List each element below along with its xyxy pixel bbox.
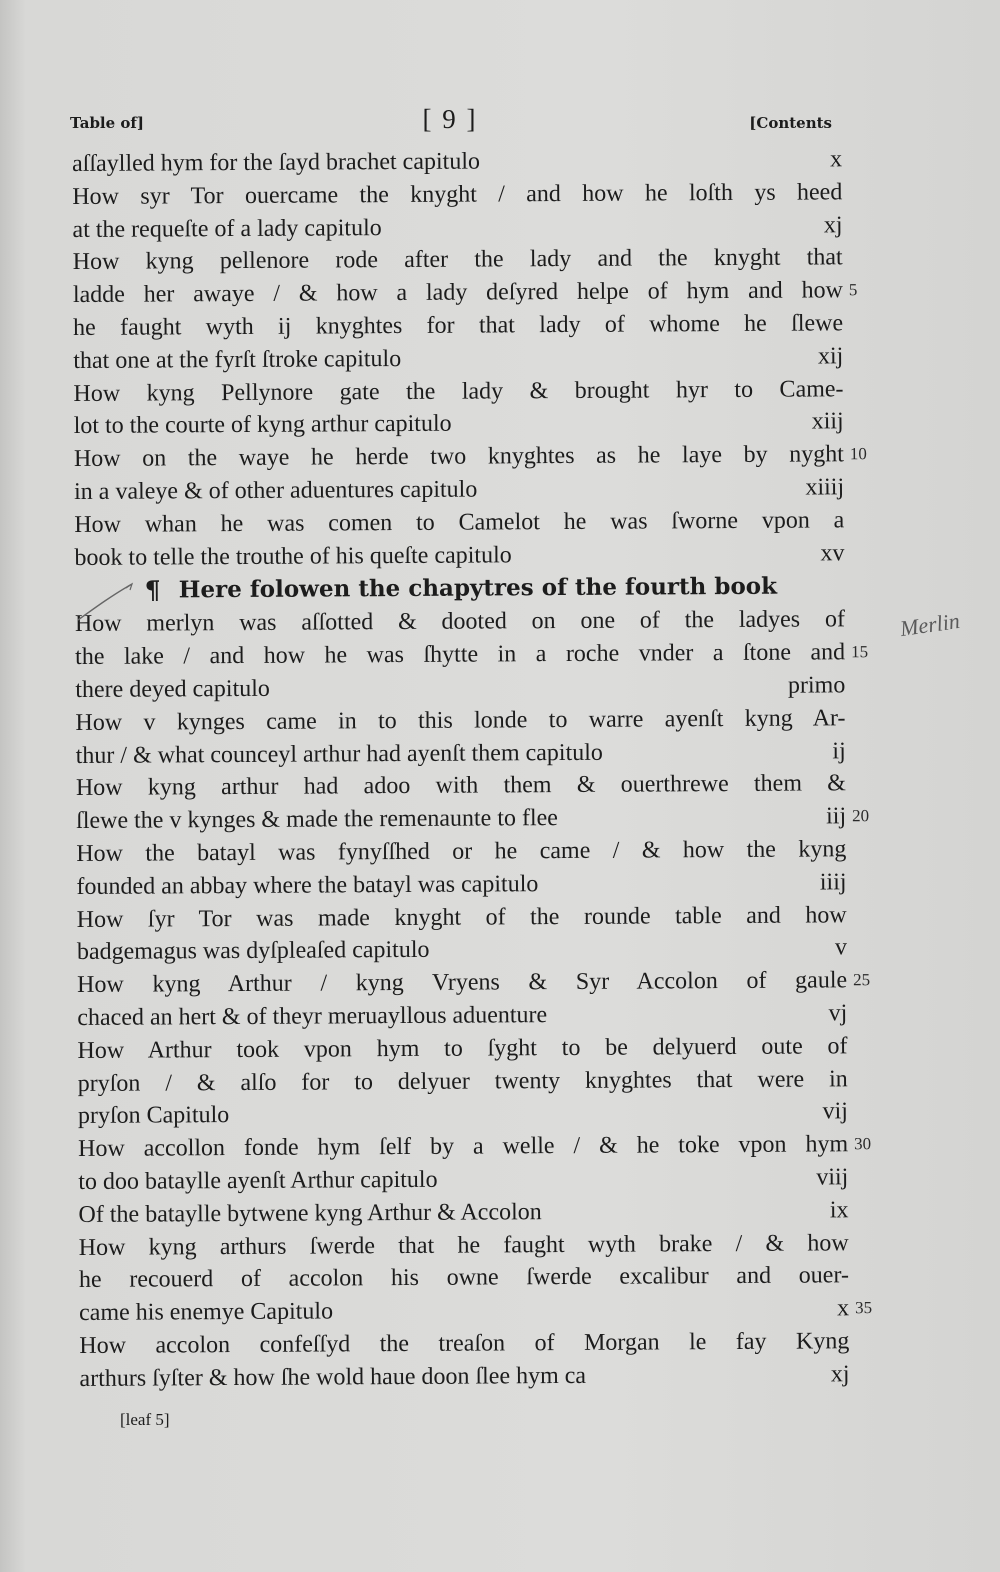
contents-line: [72, 274, 858, 311]
contents-line: [75, 636, 869, 673]
contents-line: [77, 932, 847, 969]
running-head: [70, 104, 832, 140]
contents-line-text: How kyng arthurs ſwerde that he faught wyth brake / & how: [78, 1229, 849, 1261]
contents-line: [76, 768, 846, 805]
contents-line-text: How the batayl was fynyſſhed or he came / & how the kyng: [76, 836, 847, 867]
contents-line-text: How accolon confeſſyd the treaſon of Morgan le fay Kyng: [79, 1328, 850, 1359]
contents-line-text: he recouerd of accolon his owne ſwerde excalibur and ouer-: [78, 1262, 849, 1294]
contents-lines-third-book: [72, 143, 867, 574]
contents-line: [78, 1128, 872, 1165]
contents-line: [75, 669, 845, 706]
chapter-number: primo: [787, 672, 846, 699]
contents-line-text: How merlyn was aſſotted & dooted on one of the ladyes of: [74, 606, 845, 638]
contents-line-text: How kyng pellenore rode after the lady and the knyght that: [72, 244, 843, 276]
contents-line: [76, 833, 846, 870]
contents-line-text: aſſaylled hym for the ſayd brachet capitulo: [72, 148, 481, 177]
chapter-number: x: [837, 1295, 850, 1322]
contents-line: [78, 1096, 848, 1133]
contents-line-text: How on the waye he herde two knyghtes as he laye by nyght: [73, 441, 844, 473]
line-number: 30: [854, 1134, 872, 1154]
chapter-number: iiij: [819, 869, 847, 896]
contents-line: [75, 604, 845, 641]
contents-line: [73, 307, 843, 344]
contents-line-text: pryſon / & alſo for to delyuer twenty knyghtes that were in: [77, 1065, 848, 1097]
line-number: 10: [849, 444, 867, 464]
contents-line: [74, 537, 844, 574]
contents-line: [77, 997, 847, 1034]
contents-line: [77, 964, 871, 1001]
line-number: 25: [853, 970, 871, 990]
contents-line-text: How kyng Arthur / kyng Vryens & Syr Accolon of gaule: [77, 967, 848, 999]
contents-line-text: thur / & what counceyl arthur had ayenſt them capitulo: [75, 739, 603, 769]
chapter-number: viij: [816, 1164, 849, 1191]
contents-line-text: he faught wyth ij knyghtes for that lady of whome he ſlewe: [73, 310, 844, 341]
page-number: [ 9 ]: [422, 104, 478, 134]
chapter-number: vj: [828, 1000, 848, 1027]
contents-line: [73, 242, 843, 279]
contents-body: [72, 143, 873, 1395]
contents-line-text: How Arthur took vpon hym to ſyght to be delyuerd oute of: [77, 1032, 848, 1064]
running-head-left: Table of]: [70, 114, 144, 132]
contents-line-text: came his enemye Capitulo: [79, 1298, 334, 1327]
contents-line: [79, 1292, 873, 1329]
contents-line-text: founded an abbay where the batayl was capitulo: [76, 870, 539, 900]
chapter-number: xij: [817, 343, 844, 370]
chapter-number: iij: [826, 803, 847, 830]
contents-line-text: at the requeſte of a lady capitulo: [72, 214, 382, 243]
chapter-number: xv: [820, 539, 845, 566]
contents-line: [74, 471, 844, 508]
contents-line: [72, 176, 842, 213]
contents-line-text: How ſyr Tor was made knyght of the rounde table and how: [76, 901, 847, 933]
line-number: 5: [848, 280, 858, 300]
contents-line-text: book to telle the trouthe of his queſte capitulo: [74, 541, 512, 571]
contents-line: [77, 1030, 847, 1067]
running-head-right: [Contents: [749, 114, 832, 132]
contents-line: [79, 1260, 849, 1297]
contents-line: [74, 504, 844, 541]
contents-lines-fourth-book: [74, 604, 873, 1396]
contents-line: [79, 1325, 849, 1362]
contents-line-text: chaced an hert & of theyr meruayllous aduenture: [77, 1002, 548, 1031]
contents-line-text: to doo bataylle ayenſt Arthur capitulo: [78, 1166, 438, 1195]
contents-line-text: How whan he was comen to Camelot he was ſworne vpon a: [74, 507, 845, 538]
contents-line: [78, 1161, 848, 1198]
handwritten-margin-note: Merlin: [898, 607, 962, 642]
contents-line-text: there deyed capitulo: [75, 675, 270, 703]
contents-line-text: that one at the fyrſt ſtroke capitulo: [73, 345, 402, 374]
contents-line: [76, 800, 870, 837]
contents-line-text: How accollon fonde hym ſelf by a welle / & he toke vpon hym: [78, 1131, 849, 1163]
contents-line-text: arthurs ſyſter & how ſhe wold haue doon ſlee hym ca: [79, 1362, 587, 1392]
contents-line: [77, 899, 847, 936]
chapter-number: xj: [823, 211, 843, 239]
chapter-number: xiiij: [805, 474, 845, 501]
contents-line-text: badgemagus was dyſpleaſed capitulo: [76, 937, 430, 966]
chapter-number: ix: [829, 1196, 849, 1224]
contents-line-text: Of the bataylle bytwene kyng Arthur & Accolon: [78, 1198, 542, 1228]
pen-stroke-mark: [76, 582, 136, 622]
line-number: 20: [852, 806, 870, 826]
chapter-number: x: [830, 146, 843, 173]
contents-line: [75, 702, 845, 739]
contents-line-text: How kyng Pellynore gate the lady & brought hyr to Came-: [73, 375, 844, 407]
chapter-number: v: [834, 934, 847, 961]
contents-line-text: the lake / and how he was ſhytte in a roche vnder a ſtone and: [75, 639, 846, 671]
contents-line: [78, 1063, 848, 1100]
contents-line: [72, 143, 842, 180]
contents-line-text: ſlewe the v kynges & made the remenaunte to flee: [76, 805, 559, 835]
contents-line-text: How v kynges came in to this londe to warre ayenſt kyng Ar-: [75, 705, 846, 736]
chapter-number: xj: [830, 1360, 850, 1388]
contents-line: [79, 1358, 849, 1395]
contents-line: [74, 406, 844, 443]
contents-line: [73, 438, 867, 475]
contents-line-text: in a valeye & of other aduentures capitulo: [74, 476, 478, 505]
contents-line-text: pryſon Capitulo: [77, 1102, 230, 1130]
chapter-number: vij: [822, 1098, 848, 1125]
pilcrow-icon: ¶: [144, 575, 161, 605]
contents-line: [72, 209, 842, 246]
contents-line: [76, 735, 846, 772]
contents-line: [78, 1194, 848, 1231]
chapter-number: xiij: [811, 408, 844, 435]
line-number: 15: [851, 642, 869, 662]
line-number: 35: [855, 1298, 873, 1318]
chapter-number: ij: [832, 737, 846, 764]
leaf-marker: [leaf 5]: [120, 1410, 170, 1429]
contents-line: [73, 373, 843, 410]
book-heading-text: Here folowen the chapytres of the fourth book: [178, 573, 778, 604]
contents-line-text: How kyng arthur had adoo with them & ouerthrewe them &: [75, 770, 846, 802]
contents-line: [73, 340, 843, 377]
contents-line: [79, 1227, 849, 1264]
contents-line-text: How syr Tor ouercame the knyght / and how he loſth ys heed: [72, 179, 843, 210]
book-heading: [75, 570, 845, 609]
contents-line-text: ladde her awaye / & how a lady deſyred helpe of hym and how: [72, 277, 843, 309]
contents-line-text: lot to the courte of kyng arthur capitulo: [73, 411, 452, 440]
contents-line: [76, 866, 846, 903]
